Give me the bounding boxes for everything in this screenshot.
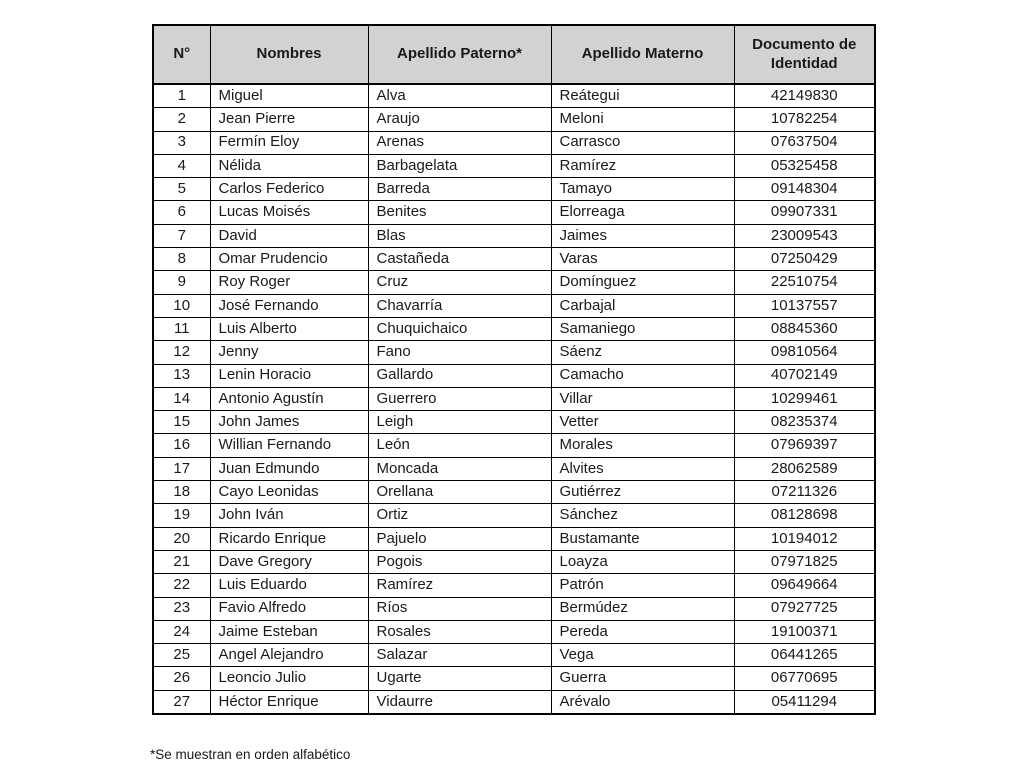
cell-nombres: Lucas Moisés <box>210 201 368 224</box>
table-row <box>153 527 875 550</box>
cell-apellido-paterno: Ugarte <box>368 667 551 690</box>
cell-apellido-materno: Loayza <box>551 550 734 573</box>
cell-numero: 27 <box>153 690 210 714</box>
cell-numero: 3 <box>153 131 210 154</box>
cell-numero: 9 <box>153 271 210 294</box>
table-row <box>153 644 875 667</box>
cell-numero: 14 <box>153 387 210 410</box>
cell-documento-identidad: 08128698 <box>734 504 875 527</box>
table-row <box>153 411 875 434</box>
cell-documento-identidad: 19100371 <box>734 620 875 643</box>
cell-apellido-paterno: Alva <box>368 84 551 108</box>
table-row <box>153 597 875 620</box>
cell-nombres: Omar Prudencio <box>210 248 368 271</box>
table-row <box>153 224 875 247</box>
cell-apellido-materno: Varas <box>551 248 734 271</box>
table-row <box>153 434 875 457</box>
cell-nombres: Jenny <box>210 341 368 364</box>
cell-numero: 5 <box>153 178 210 201</box>
cell-numero: 25 <box>153 644 210 667</box>
cell-apellido-paterno: Fano <box>368 341 551 364</box>
cell-nombres: Jean Pierre <box>210 108 368 131</box>
cell-nombres: Ricardo Enrique <box>210 527 368 550</box>
header-row <box>153 25 875 84</box>
cell-apellido-materno: Carrasco <box>551 131 734 154</box>
table-row <box>153 574 875 597</box>
cell-apellido-paterno: Orellana <box>368 481 551 504</box>
cell-documento-identidad: 05411294 <box>734 690 875 714</box>
cell-nombres: Dave Gregory <box>210 550 368 573</box>
table-row <box>153 690 875 714</box>
table-row <box>153 271 875 294</box>
roster-table <box>152 24 876 715</box>
cell-apellido-paterno: León <box>368 434 551 457</box>
cell-documento-identidad: 06441265 <box>734 644 875 667</box>
col-header-apellido-materno: Apellido Materno <box>551 25 734 84</box>
cell-numero: 1 <box>153 84 210 108</box>
cell-apellido-paterno: Araujo <box>368 108 551 131</box>
cell-apellido-paterno: Vidaurre <box>368 690 551 714</box>
table-row <box>153 620 875 643</box>
table-row <box>153 341 875 364</box>
cell-apellido-materno: Arévalo <box>551 690 734 714</box>
cell-nombres: Lenin Horacio <box>210 364 368 387</box>
cell-apellido-paterno: Leigh <box>368 411 551 434</box>
cell-documento-identidad: 06770695 <box>734 667 875 690</box>
cell-nombres: Juan Edmundo <box>210 457 368 480</box>
cell-numero: 15 <box>153 411 210 434</box>
cell-documento-identidad: 08235374 <box>734 411 875 434</box>
cell-nombres: José Fernando <box>210 294 368 317</box>
col-header-numero: N° <box>153 25 210 84</box>
cell-documento-identidad: 07211326 <box>734 481 875 504</box>
cell-apellido-paterno: Barreda <box>368 178 551 201</box>
table-row <box>153 667 875 690</box>
cell-nombres: Cayo Leonidas <box>210 481 368 504</box>
cell-apellido-paterno: Chuquichaico <box>368 317 551 340</box>
cell-numero: 20 <box>153 527 210 550</box>
cell-apellido-materno: Meloni <box>551 108 734 131</box>
cell-nombres: David <box>210 224 368 247</box>
cell-apellido-paterno: Pajuelo <box>368 527 551 550</box>
cell-apellido-materno: Bustamante <box>551 527 734 550</box>
cell-numero: 17 <box>153 457 210 480</box>
footnote: *Se muestran en orden alfabético <box>150 747 351 762</box>
cell-documento-identidad: 08845360 <box>734 317 875 340</box>
table-row <box>153 201 875 224</box>
table-row <box>153 317 875 340</box>
cell-apellido-paterno: Benites <box>368 201 551 224</box>
table-row <box>153 550 875 573</box>
cell-nombres: Favio Alfredo <box>210 597 368 620</box>
cell-documento-identidad: 10299461 <box>734 387 875 410</box>
cell-apellido-materno: Camacho <box>551 364 734 387</box>
col-header-apellido-paterno: Apellido Paterno* <box>368 25 551 84</box>
cell-numero: 6 <box>153 201 210 224</box>
cell-numero: 22 <box>153 574 210 597</box>
table-row <box>153 481 875 504</box>
cell-documento-identidad: 09649664 <box>734 574 875 597</box>
cell-nombres: John James <box>210 411 368 434</box>
cell-apellido-materno: Bermúdez <box>551 597 734 620</box>
cell-numero: 4 <box>153 154 210 177</box>
cell-documento-identidad: 40702149 <box>734 364 875 387</box>
cell-apellido-materno: Morales <box>551 434 734 457</box>
cell-apellido-paterno: Castañeda <box>368 248 551 271</box>
cell-numero: 7 <box>153 224 210 247</box>
table-row <box>153 504 875 527</box>
cell-nombres: Luis Eduardo <box>210 574 368 597</box>
cell-numero: 19 <box>153 504 210 527</box>
cell-documento-identidad: 07927725 <box>734 597 875 620</box>
cell-nombres: Jaime Esteban <box>210 620 368 643</box>
cell-numero: 21 <box>153 550 210 573</box>
cell-documento-identidad: 28062589 <box>734 457 875 480</box>
cell-apellido-paterno: Guerrero <box>368 387 551 410</box>
cell-apellido-paterno: Ríos <box>368 597 551 620</box>
table-row <box>153 294 875 317</box>
cell-nombres: Fermín Eloy <box>210 131 368 154</box>
cell-apellido-materno: Vega <box>551 644 734 667</box>
cell-apellido-paterno: Moncada <box>368 457 551 480</box>
cell-apellido-materno: Villar <box>551 387 734 410</box>
cell-documento-identidad: 05325458 <box>734 154 875 177</box>
cell-numero: 23 <box>153 597 210 620</box>
cell-apellido-materno: Alvites <box>551 457 734 480</box>
cell-apellido-paterno: Ramírez <box>368 574 551 597</box>
cell-apellido-materno: Pereda <box>551 620 734 643</box>
cell-numero: 11 <box>153 317 210 340</box>
cell-apellido-paterno: Blas <box>368 224 551 247</box>
cell-numero: 16 <box>153 434 210 457</box>
cell-documento-identidad: 10137557 <box>734 294 875 317</box>
cell-numero: 13 <box>153 364 210 387</box>
table-row <box>153 178 875 201</box>
cell-apellido-materno: Ramírez <box>551 154 734 177</box>
table-row <box>153 131 875 154</box>
cell-nombres: Antonio Agustín <box>210 387 368 410</box>
cell-numero: 2 <box>153 108 210 131</box>
cell-documento-identidad: 07971825 <box>734 550 875 573</box>
cell-apellido-materno: Tamayo <box>551 178 734 201</box>
table-row <box>153 84 875 108</box>
cell-numero: 24 <box>153 620 210 643</box>
cell-nombres: Nélida <box>210 154 368 177</box>
cell-numero: 12 <box>153 341 210 364</box>
cell-numero: 18 <box>153 481 210 504</box>
cell-apellido-paterno: Salazar <box>368 644 551 667</box>
cell-documento-identidad: 42149830 <box>734 84 875 108</box>
cell-apellido-materno: Patrón <box>551 574 734 597</box>
table-body <box>153 84 875 714</box>
cell-apellido-materno: Sáenz <box>551 341 734 364</box>
roster-table-container <box>152 24 876 715</box>
cell-documento-identidad: 22510754 <box>734 271 875 294</box>
cell-numero: 8 <box>153 248 210 271</box>
cell-apellido-paterno: Gallardo <box>368 364 551 387</box>
cell-numero: 26 <box>153 667 210 690</box>
cell-apellido-paterno: Pogois <box>368 550 551 573</box>
table-row <box>153 248 875 271</box>
cell-nombres: Willian Fernando <box>210 434 368 457</box>
cell-apellido-materno: Gutiérrez <box>551 481 734 504</box>
cell-apellido-materno: Jaimes <box>551 224 734 247</box>
cell-documento-identidad: 09810564 <box>734 341 875 364</box>
cell-numero: 10 <box>153 294 210 317</box>
cell-apellido-paterno: Cruz <box>368 271 551 294</box>
col-header-documento-identidad: Documento de Identidad <box>734 25 875 84</box>
cell-documento-identidad: 10782254 <box>734 108 875 131</box>
cell-apellido-materno: Reátegui <box>551 84 734 108</box>
cell-nombres: Héctor Enrique <box>210 690 368 714</box>
cell-documento-identidad: 09907331 <box>734 201 875 224</box>
cell-documento-identidad: 23009543 <box>734 224 875 247</box>
cell-apellido-materno: Elorreaga <box>551 201 734 224</box>
cell-nombres: Carlos Federico <box>210 178 368 201</box>
cell-apellido-materno: Sánchez <box>551 504 734 527</box>
cell-documento-identidad: 07637504 <box>734 131 875 154</box>
cell-apellido-paterno: Barbagelata <box>368 154 551 177</box>
cell-documento-identidad: 10194012 <box>734 527 875 550</box>
table-row <box>153 154 875 177</box>
cell-apellido-paterno: Rosales <box>368 620 551 643</box>
cell-nombres: Angel Alejandro <box>210 644 368 667</box>
col-header-nombres: Nombres <box>210 25 368 84</box>
table-row <box>153 387 875 410</box>
cell-nombres: Roy Roger <box>210 271 368 294</box>
cell-apellido-materno: Vetter <box>551 411 734 434</box>
cell-documento-identidad: 07969397 <box>734 434 875 457</box>
cell-apellido-materno: Carbajal <box>551 294 734 317</box>
table-row <box>153 457 875 480</box>
cell-nombres: John Iván <box>210 504 368 527</box>
cell-apellido-materno: Guerra <box>551 667 734 690</box>
cell-apellido-materno: Samaniego <box>551 317 734 340</box>
table-row <box>153 108 875 131</box>
table-row <box>153 364 875 387</box>
cell-nombres: Leoncio Julio <box>210 667 368 690</box>
cell-apellido-materno: Domínguez <box>551 271 734 294</box>
cell-apellido-paterno: Ortiz <box>368 504 551 527</box>
cell-documento-identidad: 07250429 <box>734 248 875 271</box>
cell-apellido-paterno: Chavarría <box>368 294 551 317</box>
cell-nombres: Luis Alberto <box>210 317 368 340</box>
cell-apellido-paterno: Arenas <box>368 131 551 154</box>
cell-documento-identidad: 09148304 <box>734 178 875 201</box>
cell-nombres: Miguel <box>210 84 368 108</box>
